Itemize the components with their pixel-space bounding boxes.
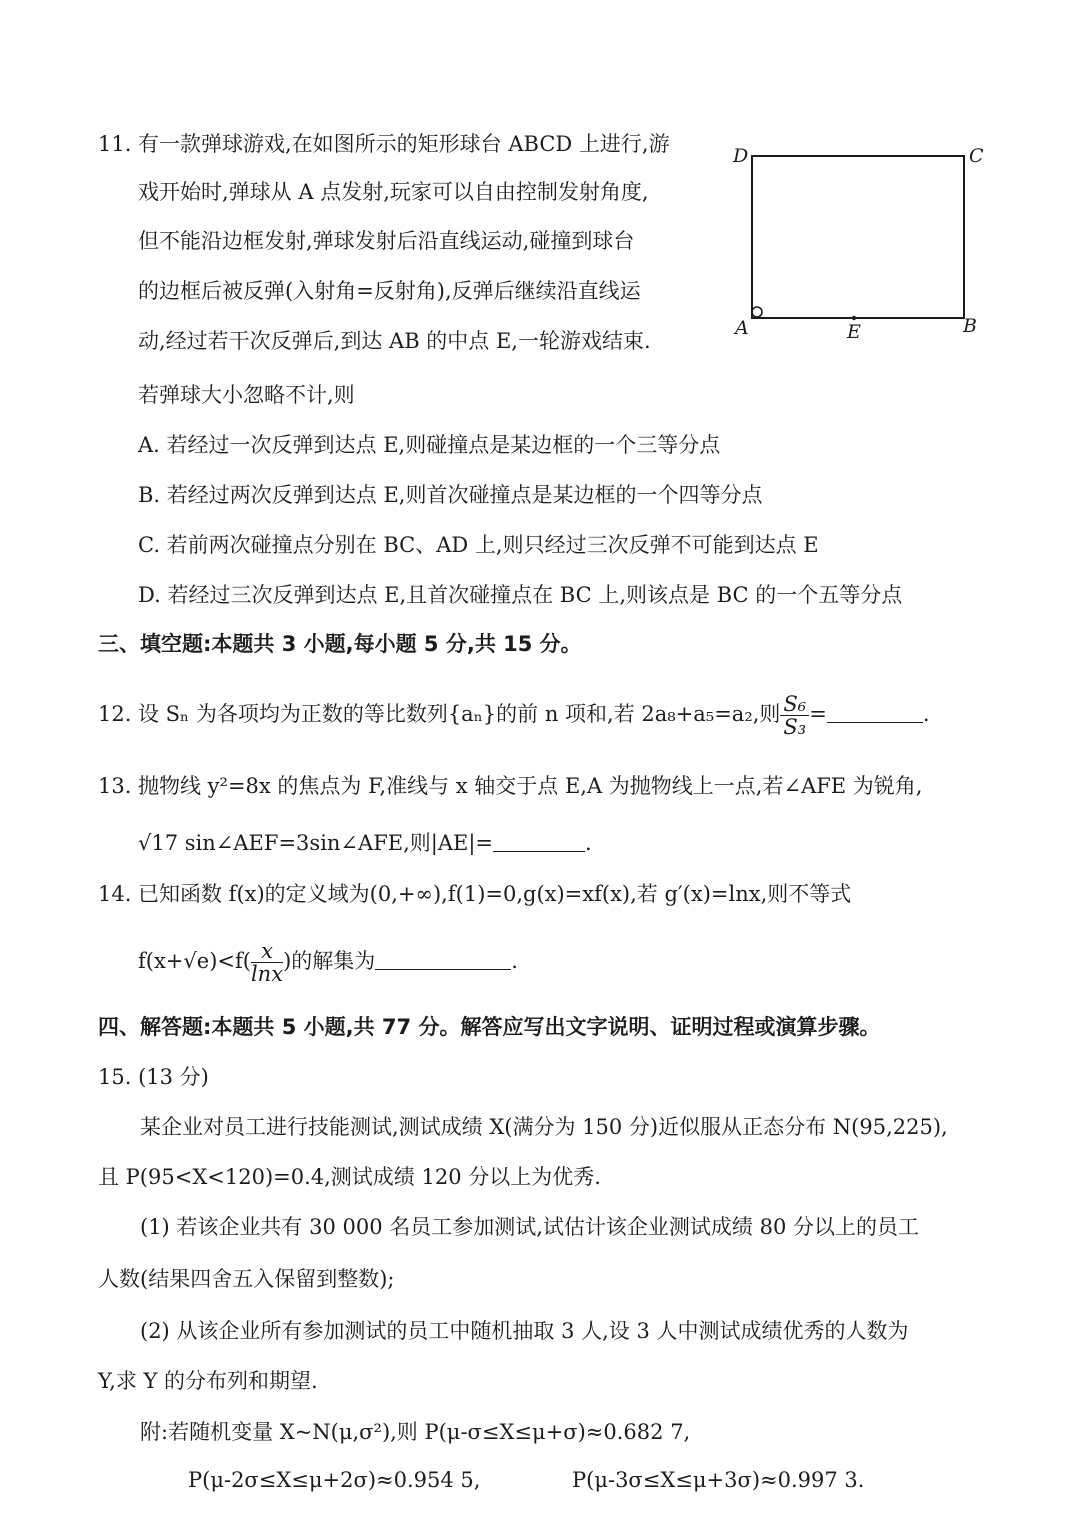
q12-fraction-numerator: S₆ <box>780 693 809 716</box>
option-B: B. 若经过两次反弹到达点 E,则首次碰撞点是某边框的一个四等分点 <box>138 483 763 507</box>
q15-prob-2sigma: P(μ-2σ≤X≤μ+2σ)≈0.954 5, <box>188 1468 481 1492</box>
q14-inequality-left: f(x+√e)<f( <box>138 949 251 973</box>
q14-fraction <box>251 940 283 985</box>
question-number: 13. <box>98 774 132 798</box>
option-C: C. 若前两次碰撞点分别在 BC、AD 上,则只经过三次反弹不可能到达点 E <box>138 533 819 557</box>
section-three-heading: 三、填空题:本题共 3 小题,每小题 5 分,共 15 分。 <box>98 632 582 656</box>
q15-line-1: 某企业对员工进行技能测试,测试成绩 X(满分为 150 分)近似服从正态分布 N(95,225), <box>140 1115 948 1139</box>
table-rectangle <box>752 156 964 318</box>
answer-blank[interactable] <box>827 702 923 723</box>
question-number: 12. <box>98 702 132 726</box>
q11-line-3: 但不能沿边框发射,弹球发射后沿直线运动,碰撞到球台 <box>138 229 635 253</box>
label-E: E <box>847 321 861 343</box>
option-A: A. 若经过一次反弹到达点 E,则碰撞点是某边框的一个三等分点 <box>138 433 721 457</box>
label-C: C <box>969 145 984 167</box>
label-B: B <box>963 315 977 337</box>
question-number: 14. <box>98 882 132 906</box>
q11-line-6: 若弹球大小忽略不计,则 <box>138 383 355 407</box>
q14-line-2 <box>138 936 518 986</box>
q15-part-2: (2) 从该企业所有参加测试的员工中随机抽取 3 人,设 3 人中测试成绩优秀的人数为 <box>140 1319 909 1343</box>
q15-prob-3sigma: P(μ-3σ≤X≤μ+3σ)≈0.997 3. <box>572 1468 865 1492</box>
q14-inequality-right: )的解集为 <box>283 949 376 973</box>
q11-line-4: 的边框后被反弹(入射角=反射角),反弹后继续沿直线运 <box>138 279 641 303</box>
q14-fraction-numerator: x <box>251 940 283 963</box>
answer-blank[interactable] <box>493 831 585 852</box>
label-A: A <box>735 317 749 339</box>
label-D: D <box>733 145 749 167</box>
q14-fraction-denominator: lnx <box>250 962 284 986</box>
q13-line-2 <box>138 829 592 857</box>
option-D: D. 若经过三次反弹到达点 E,且首次碰撞点在 BC 上,则该点是 BC 的一个五等分点 <box>138 583 903 607</box>
section-four-heading: 四、解答题:本题共 5 小题,共 77 分。解答应写出文字说明、证明过程或演算步骤。 <box>98 1015 881 1039</box>
ball-at-A <box>752 307 762 317</box>
answer-blank[interactable] <box>375 949 511 970</box>
q15-heading: 15. (13 分) <box>98 1065 209 1089</box>
q15-part-1-cont: 人数(结果四舍五入保留到整数); <box>98 1267 395 1291</box>
q12-equals: = <box>809 702 827 726</box>
q12-text: 设 Sₙ 为各项均为正数的等比数列{aₙ}的前 n 项和,若 2a₈+a₅=a₂,则 <box>138 702 781 726</box>
q12-period: . <box>922 702 930 726</box>
q12-fraction <box>780 693 809 738</box>
q14-period: . <box>511 949 518 973</box>
q11-line-5: 动,经过若干次反弹后,到达 AB 的中点 E,一轮游戏结束. <box>138 329 651 353</box>
question-number: 11. <box>98 132 132 156</box>
q12-line <box>138 690 930 738</box>
q14-line-1: 已知函数 f(x)的定义域为(0,+∞),f(1)=0,g(x)=xf(x),若 g′(x)=lnx,则不等式 <box>138 882 852 906</box>
q15-part-2-cont: Y,求 Y 的分布列和期望. <box>98 1369 318 1393</box>
billiard-table-figure <box>725 140 1000 350</box>
q15-line-2: 且 P(95<X<120)=0.4,测试成绩 120 分以上为优秀. <box>98 1165 601 1189</box>
q15-part-1: (1) 若该企业共有 30 000 名员工参加测试,试估计该企业测试成绩 80 分以上的员工 <box>140 1215 919 1239</box>
q12-fraction-denominator: S₃ <box>783 715 807 739</box>
q13-equation: √17 sin∠AEF=3sin∠AFE,则|AE|= <box>138 831 494 855</box>
midpoint-E <box>852 316 856 320</box>
q13-period: . <box>585 831 592 855</box>
q13-line-1: 抛物线 y²=8x 的焦点为 F,准线与 x 轴交于点 E,A 为抛物线上一点,若∠AFE 为锐角, <box>138 774 923 798</box>
q11-line-2: 戏开始时,弹球从 A 点发射,玩家可以自由控制发射角度, <box>138 180 649 204</box>
q15-appendix: 附:若随机变量 X~N(μ,σ²),则 P(μ-σ≤X≤μ+σ)≈0.682 7, <box>140 1420 691 1444</box>
q11-line-1: 有一款弹球游戏,在如图所示的矩形球台 ABCD 上进行,游 <box>138 132 670 156</box>
